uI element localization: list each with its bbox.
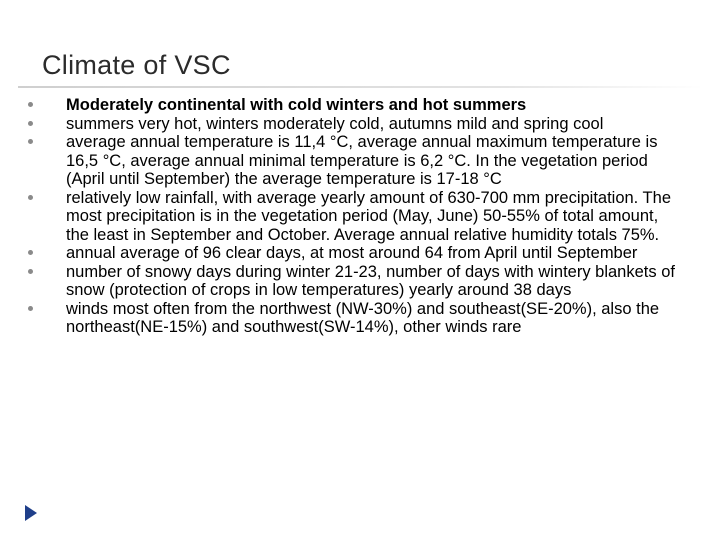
title-divider [18, 86, 703, 88]
bullet-text: Moderately continental with cold winters and hot summers [66, 96, 527, 114]
bullet-dot-icon [28, 250, 33, 255]
bullet-item [20, 96, 680, 115]
slide-title: Climate of VSC [42, 50, 231, 80]
bullet-text: relatively low rainfall, with average yearly amount of 630-700 mm precipitation. The most precipitation is in the vegetation period (May, June) 50-55% of total amount, the least in September and October. Average annual relative humidity totals 75%. [66, 188, 671, 244]
bullet-dot-icon [28, 139, 33, 144]
bullet-item [20, 244, 680, 263]
bullet-item [20, 300, 680, 337]
bullet-text: summers very hot, winters moderately cold, autumns mild and spring cool [66, 114, 604, 133]
bullet-dot-icon [28, 306, 33, 311]
bullet-item [20, 115, 680, 134]
bullet-item [20, 133, 680, 189]
nav-arrow-shape [25, 505, 37, 521]
bullet-text: annual average of 96 clear days, at most around 64 from April until September [66, 244, 638, 262]
bullet-text: number of snowy days during winter 21-23, number of days with wintery blankets of snow (protection of crops in low temperatures) yearly around 38 days [66, 262, 675, 299]
triangle-right-icon[interactable] [24, 504, 38, 522]
bullet-text: average annual temperature is 11,4 °C, average annual maximum temperature is 16,5 °C, average annual minimal temperature is 6,2 °C. In the vegetation period (April until September) the average temperature is 17-18 °C [66, 133, 658, 188]
bullet-text: winds most often from the northwest (NW-30%) and southeast(SE-20%), also the northeast(NE-15%) and southwest(SW-14%), other winds rare [66, 299, 660, 336]
bullet-dot-icon [28, 121, 33, 126]
bullet-item [20, 189, 680, 245]
bullet-list [20, 96, 680, 337]
bullet-dot-icon [28, 269, 33, 274]
bullet-dot-icon [28, 195, 33, 200]
bullet-dot-icon [28, 102, 33, 107]
bullet-item [20, 263, 680, 300]
